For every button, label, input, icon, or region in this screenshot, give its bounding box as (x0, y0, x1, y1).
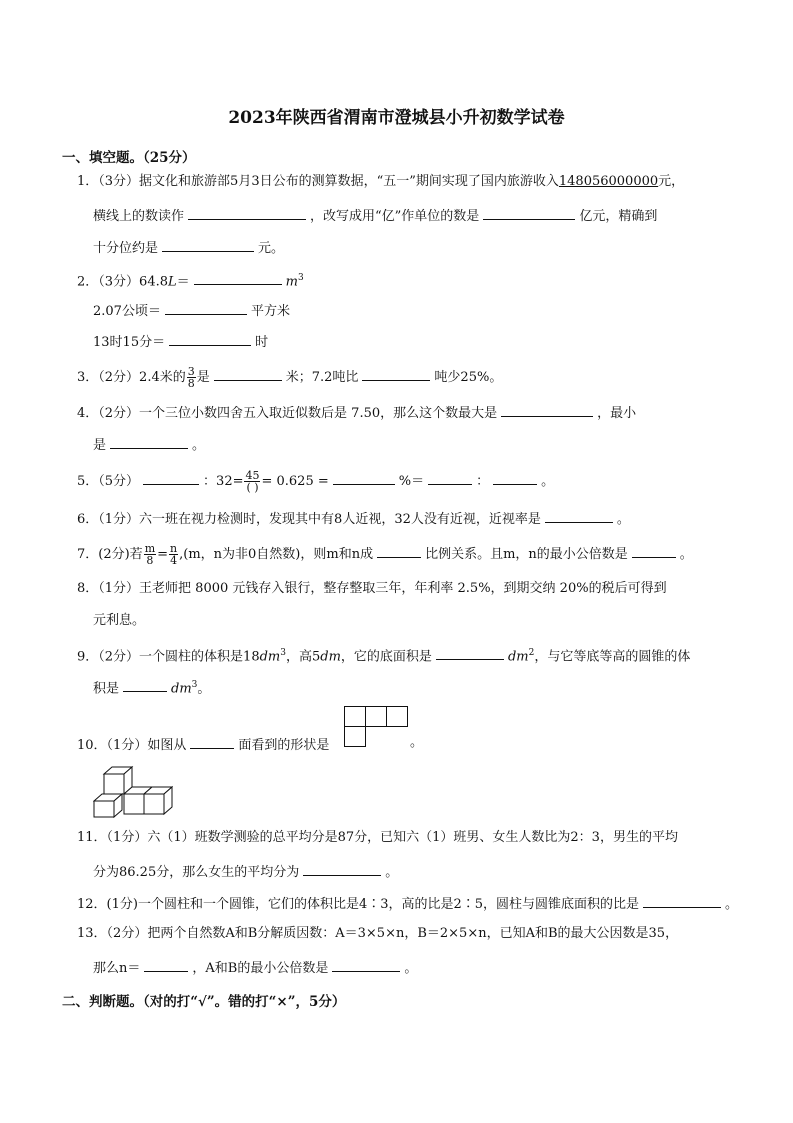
q6-end: 。 (616, 512, 630, 527)
q5-text: 5．（5分） (77, 474, 140, 489)
question-4-line-2 (93, 434, 205, 455)
answer-blank[interactable] (493, 470, 537, 485)
answer-blank[interactable] (303, 861, 381, 876)
q13-lcm-text: ，A和B的最小公倍数是 (192, 961, 329, 976)
answer-blank[interactable] (214, 366, 282, 381)
fraction (187, 366, 196, 389)
q9-unit: dm (320, 649, 341, 665)
q9-height: ，高5 (285, 649, 321, 665)
answer-blank[interactable] (110, 434, 188, 449)
q9-unit: dm (507, 649, 529, 665)
cube-face (144, 794, 164, 814)
q9-end: 。 (197, 681, 211, 697)
q9-cone-text: ，与它等底等高的圆锥的体 (534, 649, 691, 665)
question-9-line-1 (77, 644, 690, 666)
question-3 (77, 366, 502, 389)
q1-text: 1．（3分）据文化和旅游部5月3日公布的测算数据，“五一”期间实现了国内旅游收入 (77, 174, 559, 189)
answer-blank[interactable] (501, 402, 593, 417)
q9-exponent: 3 (280, 648, 286, 658)
fraction-numerator: 45 (245, 469, 260, 482)
fraction-denominator: 8 (146, 554, 154, 567)
q4-is: 是 (93, 438, 107, 453)
q9-base-area-label: ，它的底面积是 (340, 649, 432, 665)
q2-text: 2．（3分）64.8 (77, 274, 168, 290)
q2-equals: ＝ (176, 274, 190, 290)
q3-end-text: 吨少25%。 (434, 370, 503, 385)
question-1-line-1 (77, 173, 684, 191)
answer-blank[interactable] (483, 205, 575, 220)
question-2-line-2 (93, 300, 290, 321)
q13-end: 。 (404, 961, 418, 976)
q7-equals: = (157, 547, 169, 562)
q2-liter-unit: L (168, 274, 177, 290)
question-12 (77, 893, 738, 914)
q11-text: 分为86.25分，那么女生的平均分为 (93, 865, 300, 880)
q4-end: 。 (192, 438, 206, 453)
answer-blank[interactable] (144, 957, 188, 972)
view-square (387, 707, 408, 727)
question-10 (77, 734, 329, 755)
cube-face (104, 774, 124, 794)
answer-blank[interactable] (190, 734, 234, 749)
answer-blank[interactable] (545, 508, 613, 523)
q2-hour-unit: 时 (255, 335, 269, 350)
answer-blank[interactable] (428, 470, 472, 485)
q9-exponent: 3 (191, 680, 198, 690)
question-1-line-3 (93, 237, 284, 258)
fraction (144, 543, 156, 566)
q3-is: 是 (196, 370, 210, 385)
fraction (244, 470, 260, 493)
question-1-line-2 (93, 205, 657, 226)
answer-blank[interactable] (333, 470, 395, 485)
q1-text-end: 元， (658, 174, 685, 189)
question-2-line-1 (77, 269, 304, 291)
q5-decimal: = 0.625 = (261, 474, 329, 489)
answer-blank[interactable] (123, 677, 167, 692)
answer-blank[interactable] (169, 331, 251, 346)
q6-text: 6．（1分）六一班在视力检测时，发现其中有8人近视，32人没有近视，近视率是 (77, 512, 541, 527)
q2-cube-exponent: 3 (297, 273, 304, 283)
answer-blank[interactable] (143, 470, 199, 485)
q2-meter-unit: m (285, 274, 298, 290)
question-8-line-2: 元利息。 (93, 613, 146, 628)
answer-blank[interactable] (162, 237, 254, 252)
fraction-numerator: m (144, 542, 156, 555)
q5-ratio: ：32= (203, 474, 244, 489)
q1-tenth-label: 十分位约是 (93, 241, 159, 256)
q3-mid-text: 米；7.2吨比 (285, 370, 359, 385)
answer-blank[interactable] (362, 366, 430, 381)
q3-text: 3．（2分）2.4米的 (77, 370, 186, 385)
q12-text: 12．(1分)一个圆柱和一个圆锥，它们的体积比是4∶3，高的比是2∶5，圆柱与圆锥底面积的比是 (77, 897, 640, 912)
question-13-line-1: 13．（2分）把两个自然数A和B分解质因数：A＝3×5×n，B＝2×5×n，已知A和B的最大公因数是35， (77, 926, 679, 941)
q1-round-label: 亿元，精确到 (579, 209, 658, 224)
question-7 (77, 543, 693, 566)
question-2-line-3 (93, 331, 268, 352)
q2-time-text: 13时15分＝ (93, 335, 166, 350)
q12-end: 。 (725, 897, 739, 912)
question-4-line-1 (77, 402, 636, 423)
question-11-line-2 (93, 861, 398, 882)
question-6 (77, 508, 630, 529)
q9-exponent: 2 (528, 648, 535, 658)
fraction-denominator-blank[interactable]: ( ) (246, 481, 259, 494)
cube-face (94, 801, 114, 817)
page-title: 2023年陕西省渭南市澄城县小升初数学试卷 (228, 108, 565, 128)
question-8-line-1: 8．（1分）王老师把 8000 元钱存入银行，整存整取三年，年利率 2.5%，到期交纳 20%的税后可得到 (77, 581, 667, 596)
fraction (169, 543, 178, 566)
q5-end: 。 (541, 474, 555, 489)
view-square (345, 727, 366, 747)
fraction-numerator: 3 (187, 365, 195, 378)
q10-shape-text: 面看到的形状是 (238, 738, 330, 753)
q1-read-label: 横线上的数读作 (93, 209, 185, 224)
answer-blank[interactable] (188, 205, 306, 220)
q9-volume-label: 积是 (93, 681, 120, 697)
view-shape-figure (344, 706, 408, 748)
answer-blank[interactable] (643, 893, 721, 908)
q10-end: 。 (410, 735, 424, 750)
q4-text: 4．（2分）一个三位小数四舍五入取近似数后是 7.50，那么这个数最大是 (77, 406, 498, 421)
q4-min-label: ，最小 (597, 406, 637, 421)
q9-unit: dm (259, 649, 281, 665)
q7-lcm-text: 比例关系。且m，n的最小公倍数是 (425, 547, 628, 562)
fraction-numerator: n (170, 542, 178, 555)
q1-unit: 元。 (258, 241, 285, 256)
q10-text: 10．（1分）如图从 (77, 738, 187, 753)
answer-blank[interactable] (377, 543, 421, 558)
fraction-denominator: 8 (187, 377, 195, 390)
q13-text: 那么n＝ (93, 961, 141, 976)
answer-blank[interactable] (165, 300, 247, 315)
cube-face (124, 794, 144, 814)
question-11-line-1: 11．（1分）六（1）班数学测验的总平均分是87分，已知六（1）班男、女生人数比为2：3，男生的平均 (77, 830, 678, 845)
q9-unit: dm (171, 681, 192, 697)
question-13-line-2 (93, 957, 417, 978)
question-5 (77, 470, 554, 493)
view-square (366, 707, 387, 727)
q2-hectare-text: 2.07公顷＝ (93, 304, 161, 319)
q2-sqm-unit: 平方米 (250, 304, 290, 319)
answer-blank[interactable] (632, 543, 676, 558)
view-square (345, 707, 366, 727)
answer-blank[interactable] (194, 270, 282, 285)
answer-blank[interactable] (436, 645, 504, 660)
q7-text: 7．(2分)若 (77, 547, 143, 562)
q9-text: 9．（2分）一个圆柱的体积是18 (77, 649, 260, 665)
q1-rewrite-label: ，改写成用“亿”作单位的数是 (310, 209, 480, 224)
section-heading-fill-blank: 一、填空题。（25分） (62, 150, 196, 166)
fraction-denominator: 4 (170, 554, 178, 567)
cube-stack-figure (93, 764, 173, 818)
section-heading-true-false: 二、判断题。（对的打“√”。错的打“×”，5分） (62, 994, 346, 1010)
q5-percent: %＝ (398, 474, 425, 489)
question-9-line-2 (93, 676, 210, 698)
q11-end: 。 (385, 865, 399, 880)
q7-condition: ,(m，n为非0自然数)，则m和n成 (179, 547, 374, 562)
q1-amount: 148056000000 (558, 174, 659, 189)
q7-end: 。 (679, 547, 693, 562)
answer-blank[interactable] (332, 957, 400, 972)
q5-colon: ： (476, 474, 490, 489)
